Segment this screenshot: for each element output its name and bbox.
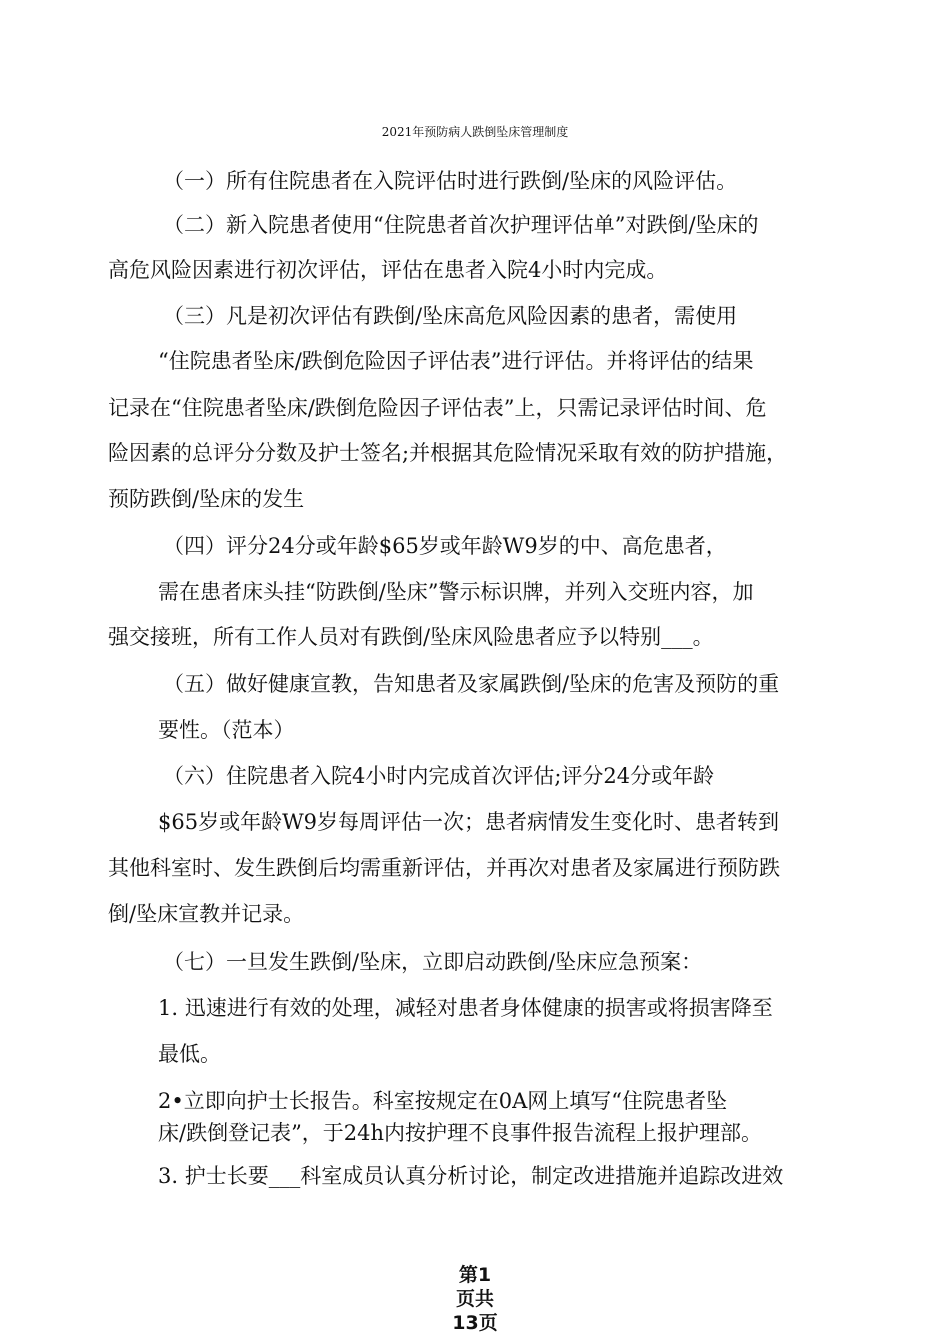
paragraph-line: （七）一旦发生跌倒/坠床，立即启动跌倒/坠床应急预案： (163, 950, 703, 974)
paragraph-line: （一）所有住院患者在入院评估时进行跌倒/坠床的风险评估。 (163, 169, 738, 193)
paragraph-line: 倒/坠床宣教并记录。 (108, 902, 305, 926)
page-number-line-1: 第1 (458, 1264, 492, 1286)
paragraph-line: （三）凡是初次评估有跌倒/坠床高危风险因素的患者，需使用 (163, 304, 738, 328)
paragraph-line: 3. 护士长要___科室成员认真分析讨论，制定改进措施并追踪改进效 (158, 1164, 784, 1188)
paragraph-line: 最低。 (158, 1042, 221, 1066)
paragraph-line: 其他科室时、发生跌倒后均需重新评估，并再次对患者及家属进行预防跌 (108, 856, 780, 880)
paragraph-line: “住院患者坠床/跌倒危险因子评估表”进行评估。并将评估的结果 (158, 349, 754, 373)
paragraph-line: 预防跌倒/坠床的发生 (108, 487, 305, 511)
paragraph-line: 床/跌倒登记表”，于24h内按护理不良事件报告流程上报护理部。 (158, 1121, 763, 1145)
paragraph-line: 需在患者床头挂“防跌倒/坠床”警示标识牌，并列入交班内容，加 (158, 580, 754, 604)
page-number-line-3: 13页 (452, 1312, 498, 1334)
paragraph-line: 2•立即向护士长报告。科室按规定在0A网上填写“住院患者坠 (158, 1089, 728, 1113)
paragraph-line: 高危风险因素进行初次评估，评估在患者入院4小时内完成。 (108, 258, 668, 282)
paragraph-line: 记录在“住院患者坠床/跌倒危险因子评估表”上，只需记录评估时间、危 (108, 396, 767, 420)
paragraph-line: （五）做好健康宣教，告知患者及家属跌倒/坠床的危害及预防的重 (163, 672, 780, 696)
page-number-line-2: 页共 (455, 1288, 494, 1310)
paragraph-line: （二）新入院患者使用“住院患者首次护理评估单”对跌倒/坠床的 (163, 213, 759, 237)
paragraph-line: 1. 迅速进行有效的处理，减轻对患者身体健康的损害或将损害降至 (158, 996, 773, 1020)
paragraph-line: 强交接班，所有工作人员对有跌倒/坠床风险患者应予以特别___。 (108, 625, 714, 649)
document-title: 2021年预防病人跌倒坠床管理制度 (381, 125, 569, 139)
paragraph-line: 要性。（范本） (158, 718, 295, 742)
paragraph-line: （四）评分24分或年龄$65岁或年龄W9岁的中、高危患者， (163, 534, 727, 558)
paragraph-line: $65岁或年龄W9岁每周评估一次；患者病情发生变化时、患者转到 (158, 810, 780, 834)
paragraph-line: （六）住院患者入院4小时内完成首次评估;评分24分或年龄 (163, 764, 715, 788)
paragraph-line: 险因素的总评分分数及护士签名;并根据其危险情况采取有效的防护措施， (108, 441, 788, 465)
